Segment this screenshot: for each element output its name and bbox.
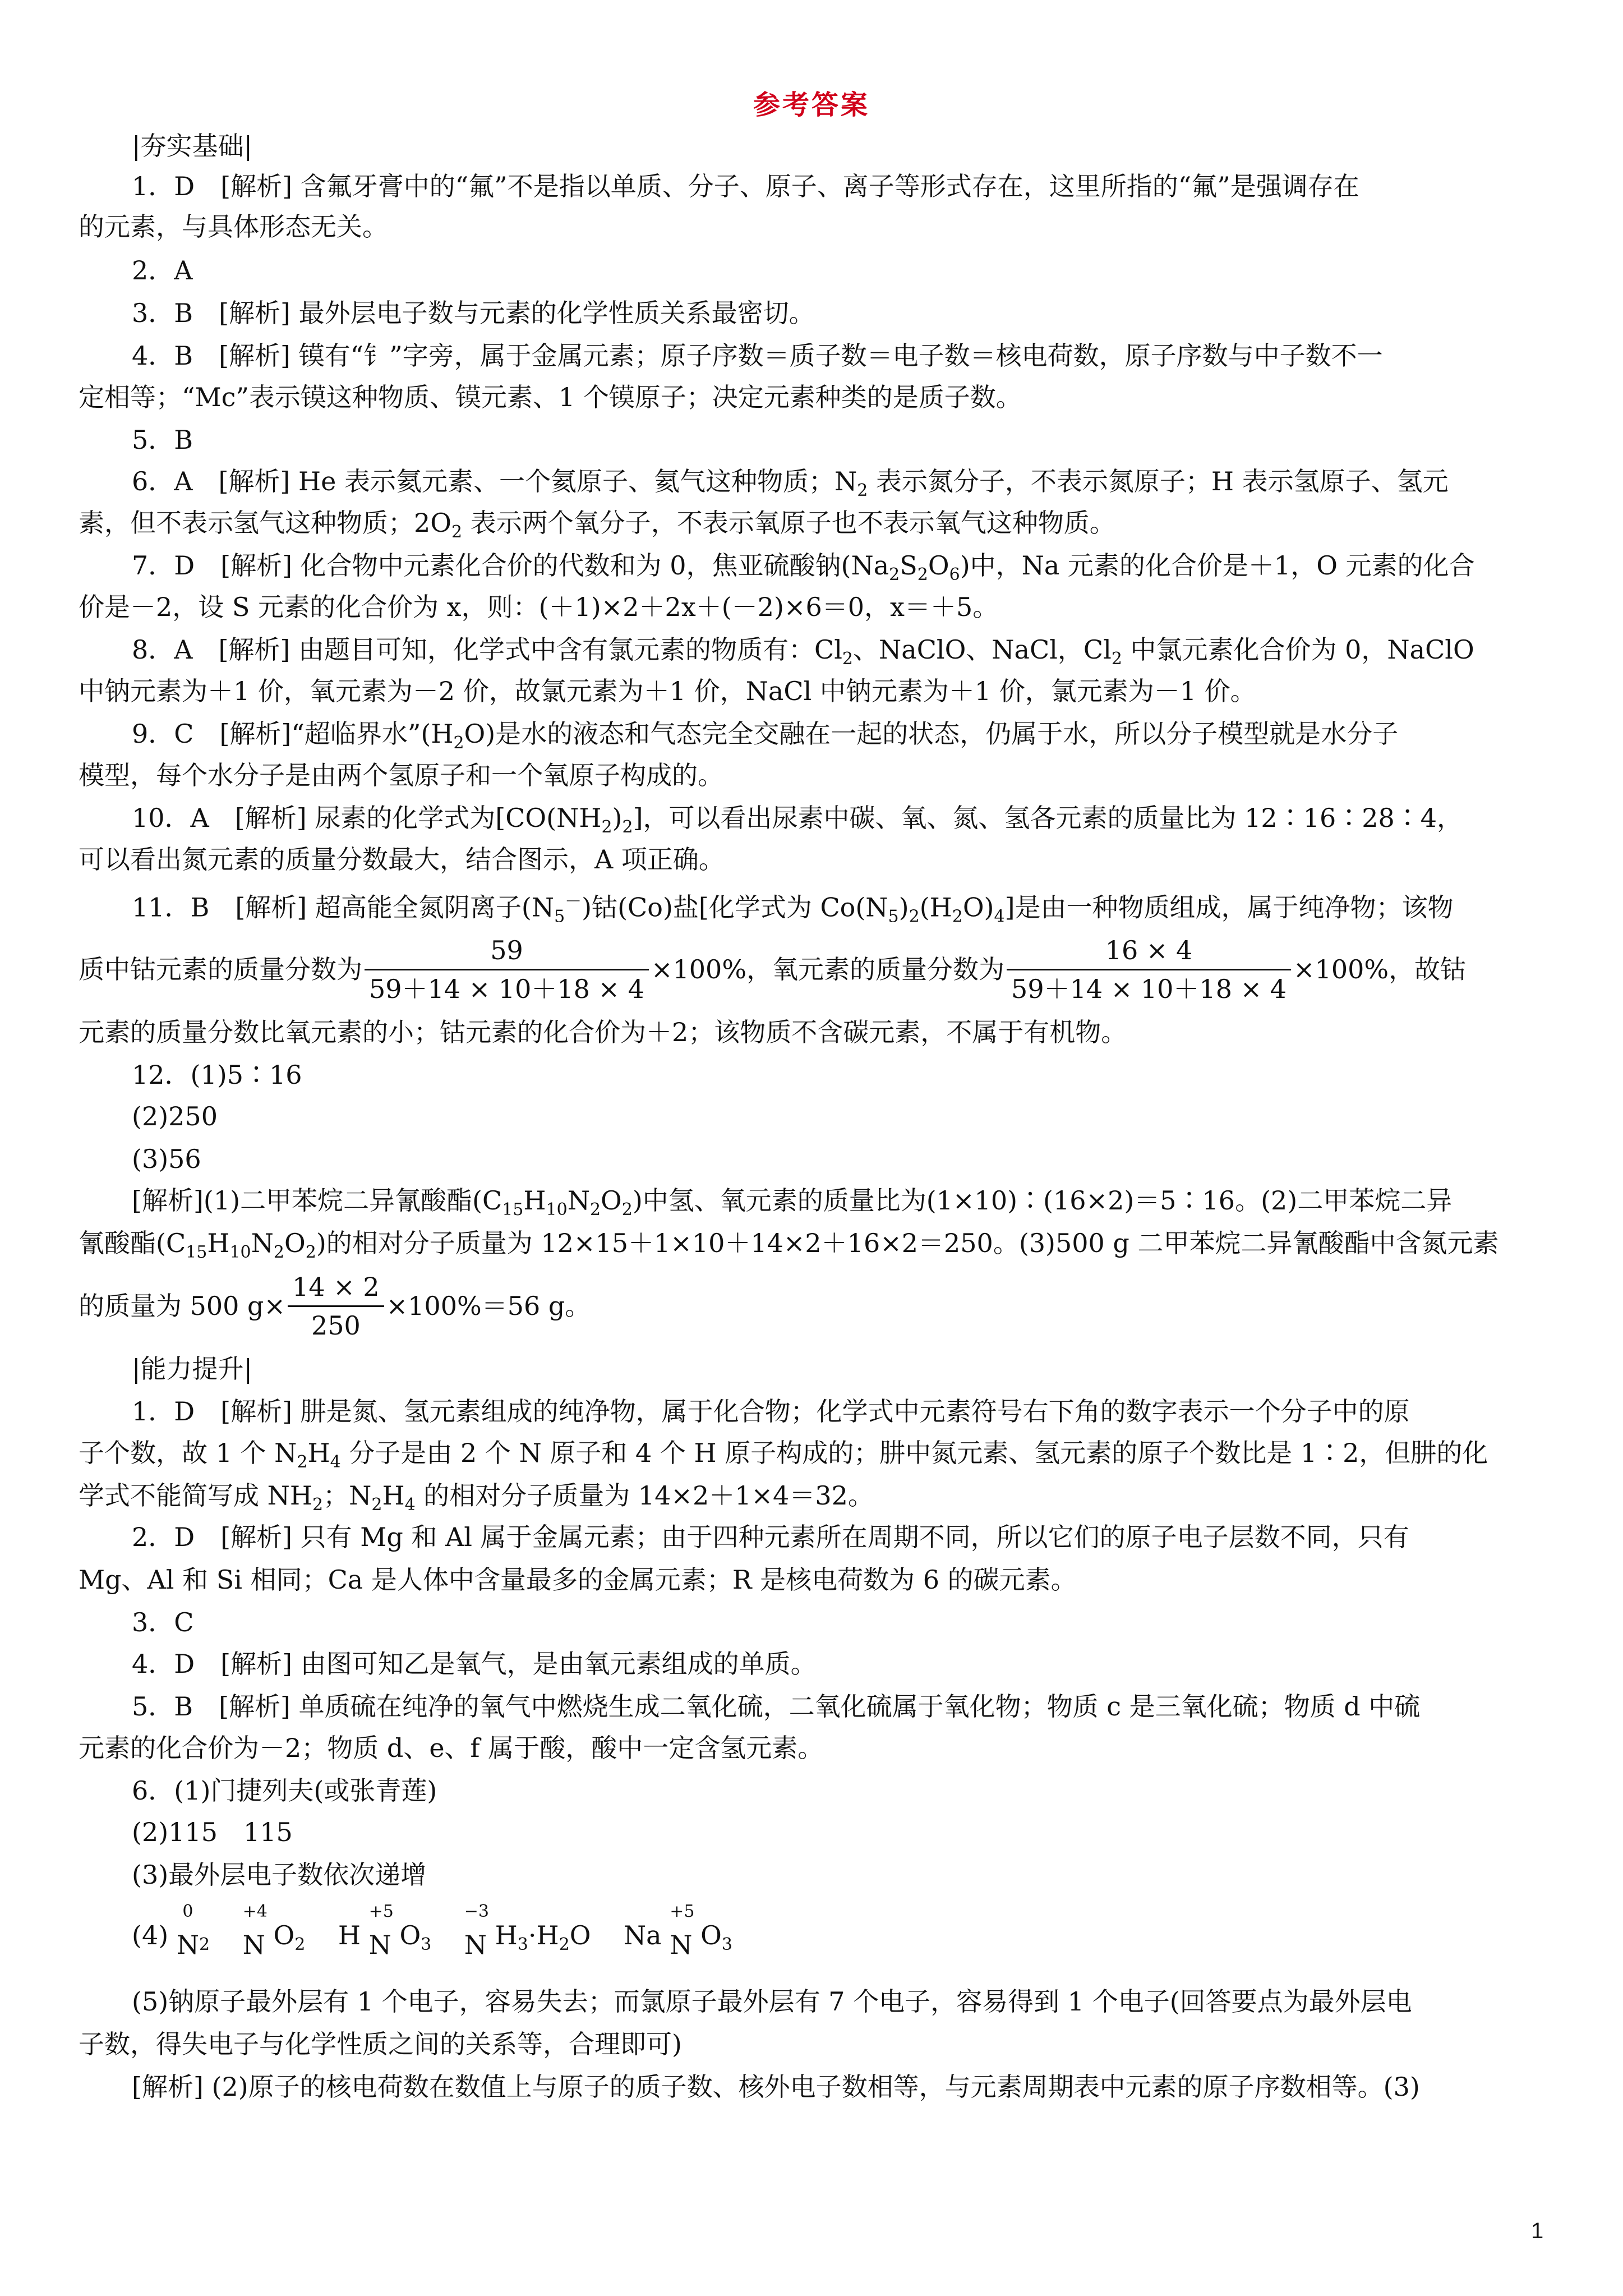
ability-answer-2-line-2: Mg、Al 和 Si 相同；Ca 是人体中含量最多的金属元素；R 是核电荷数为 6 的碳元素。 (79, 1565, 1077, 1595)
ability-answer-6-part-2: (2)115 115 (132, 1817, 293, 1847)
answer-6-line-2: 素，但不表示氢气这种物质；$2O_2$ 表示两个氧分子，不表示氧原子也不表示氧气这种物质。 (79, 508, 1115, 542)
page-number: 1 (1531, 2219, 1544, 2243)
ability-answer-6-explanation: [解析] (2)原子的核电荷数在数值上与原子的质子数、核外电子数相等，与元素周期表中元素的原子序数相等。(3) (132, 2072, 1420, 2102)
fraction-oxygen: $\frac{16 \times 4}{59+14 \times 10+18 \times 4}$ (1007, 936, 1291, 1003)
ability-answer-5-line-2: 元素的化合价为－2；物质 d、e、f 属于酸，酸中一定含氢元素。 (79, 1733, 824, 1763)
answer-1-line-2: 的元素，与具体形态无关。 (79, 211, 388, 242)
ability-answer-1-line-2: 子个数，故 1 个 $N_2H_4$ 分子是由 2 个 N 原子和 4 个 H 原子构成的；肼中氮元素、氢元素的原子个数比是 1∶2，但肼的化 (79, 1438, 1488, 1473)
answer-7-line-2: 价是－2，设 S 元素的化合价为 x，则：(＋1)×2＋2x＋(－2)×6＝0，x＝＋5。 (79, 592, 999, 622)
answer-6-line-1: 6．A [解析] He 表示氦元素、一个氦原子、氦气这种物质；$N_2$ 表示氮分子，不表示氮原子；H 表示氢原子、氢元 (132, 466, 1449, 501)
ability-answer-1-line-1: 1．D [解析] 肼是氮、氢元素组成的纯净物，属于化合物；化学式中元素符号右下角的数字表示一个分子中的原 (132, 1396, 1410, 1427)
section-heading: |能力提升| (132, 1354, 252, 1384)
valence-formula: +4 N (242, 1902, 268, 1961)
ability-answer-6-part-3: (3)最外层电子数依次递增 (132, 1860, 427, 1890)
fraction-nitrogen: $\frac{14 \times 2}{250}$ (288, 1273, 384, 1340)
answer-10-line-1: 10．A [解析] 尿素的化学式为$[CO(NH_2)_2]$，可以看出尿素中碳、氧、氮、氢各元素的质量比为 12∶16∶28∶4， (132, 803, 1463, 838)
answer-12-explanation-line-3: 的质量为 500 g× $\frac{14 \times 2}{250}$ ×100%＝56 g。 (79, 1271, 591, 1341)
ability-answer-1-line-3: 学式不能简写成 $NH_2$；$N_2H_4$ 的相对分子质量为 14×2＋1×4＝32。 (79, 1480, 874, 1515)
answer-9-line-1: 9．C [解析]“超临界水$”(H_2O)$是水的液态和气态完全交融在一起的状态，仍属于水，所以分子模型就是水分子 (132, 719, 1399, 753)
answer-12-part-3: (3)56 (132, 1144, 201, 1174)
answer-4-line-2: 定相等；“Mc”表示镆这种物质、镆元素、1 个镆原子；决定元素种类的是质子数。 (79, 382, 1022, 412)
answer-12-explanation-line-1: [解析](1)二甲苯烷二异氰酸酯$(C_{15}H_{10}N_2O_2)$中氢、氧元素的质量比为(1×10)∶(16×2)＝5∶16。(2)二甲苯烷二异 (132, 1185, 1453, 1220)
answer-9-line-2: 模型，每个水分子是由两个氢原子和一个氧原子构成的。 (79, 760, 723, 790)
answer-2: 2．A (132, 255, 193, 286)
answer-4-line-1: 4．B [解析] 镆有“钅”字旁，属于金属元素；原子序数＝质子数＝电子数＝核电荷数，原子序数与中子数不一 (132, 341, 1383, 371)
ability-answer-5-line-1: 5．B [解析] 单质硫在纯净的氧气中燃烧生成二氧化硫，二氧化硫属于氧化物；物质 c 是三氧化硫；物质 d 中硫 (132, 1691, 1421, 1722)
ability-answer-6-part-1: 6．(1)门捷列夫(或张青莲) (132, 1775, 437, 1806)
valence-formula: +5 N (368, 1902, 394, 1961)
ability-answer-3: 3．C (132, 1607, 194, 1637)
ability-answer-6-part-5-line-1: (5)钠原子最外层有 1 个电子，容易失去；而氯原子最外层有 7 个电子，容易得到 1 个电子(回答要点为最外层电 (132, 1986, 1412, 2017)
answer-10-line-2: 可以看出氮元素的质量分数最大，结合图示，A 项正确。 (79, 844, 725, 875)
fraction-cobalt: $\frac{59}{59+14 \times 10+18 \times 4}$ (365, 936, 649, 1003)
ability-answer-2-line-1: 2．D [解析] 只有 Mg 和 Al 属于金属元素；由于四种元素所在周期不同，所以它们的原子电子层数不同，只有 (132, 1522, 1409, 1552)
ability-answer-6-part-5-line-2: 子数，得失电子与化学性质之间的关系等，合理即可) (79, 2029, 682, 2059)
answer-8-line-1: 8．A [解析] 由题目可知，化学式中含有氯元素的物质有：$Cl_2$、NaClO、NaCl，$Cl_2$ 中氯元素化合价为 0，NaClO (132, 634, 1474, 669)
answer-11-line-1: 11．B [解析] 超高能全氮阴离子$(N_5^-)$钴(Co)盐[化学式为 $Co(N_5)_2(H_2O)_4$]是由一种物质组成，属于纯净物；该物 (132, 892, 1454, 927)
valence-formula: +5 N (670, 1902, 695, 1961)
valence-formula: 0 N (176, 1902, 200, 1961)
answer-8-line-2: 中钠元素为＋1 价，氧元素为－2 价，故氯元素为＋1 价，NaCl 中钠元素为＋1 价，氯元素为－1 价。 (79, 676, 1256, 706)
valence-formula: −3 N (464, 1902, 489, 1961)
answer-12-explanation-line-2: 氰酸酯$(C_{15}H_{10}N_2O_2)$的相对分子质量为 12×15＋1×10＋14×2＋16×2＝250。(3)500 g 二甲苯烷二异氰酸酯中含氮元素 (79, 1228, 1499, 1263)
answer-12-part-1: 12．(1)5∶16 (132, 1060, 302, 1090)
answer-12-part-2: (2)250 (132, 1101, 218, 1131)
answer-1-line-1: 1．D [解析] 含氟牙膏中的“氟”不是指以单质、分子、原子、离子等形式存在，这里所指的“氟”是强调存在 (132, 171, 1359, 201)
ability-answer-6-part-4-valences: (4) 0 $N_2$ +4 N $O_2$ H +5 N $O_3$ −3 N $H_3\cdot H_2O$ Na +5 N $O_3$ (132, 1918, 732, 1952)
answer-3: 3．B [解析] 最外层电子数与元素的化学性质关系最密切。 (132, 298, 815, 328)
answer-5: 5．B (132, 425, 193, 455)
answer-11-line-2: 质中钴元素的质量分数为 $\frac{59}{59+14 \times 10+18 \times 4}$ ×100%，氧元素的质量分数为 $\frac{16 \times 4}{59+14 \times 10+18 \times 4}$ ×100%，故钴 (79, 935, 1467, 1004)
answer-11-line-3: 元素的质量分数比氧元素的小；钴元素的化合价为＋2；该物质不含碳元素，不属于有机物。 (79, 1017, 1127, 1047)
page-title: 参考答案 (753, 89, 870, 121)
ability-answer-4: 4．D [解析] 由图可知乙是氧气，是由氧元素组成的单质。 (132, 1649, 817, 1679)
section-heading: |夯实基础| (132, 131, 252, 161)
answer-7-line-1: 7．D [解析] 化合物中元素化合价的代数和为 0，焦亚硫酸钠$(Na_2S_2O_6)$中，Na 元素的化合价是＋1，O 元素的化合 (132, 550, 1475, 585)
